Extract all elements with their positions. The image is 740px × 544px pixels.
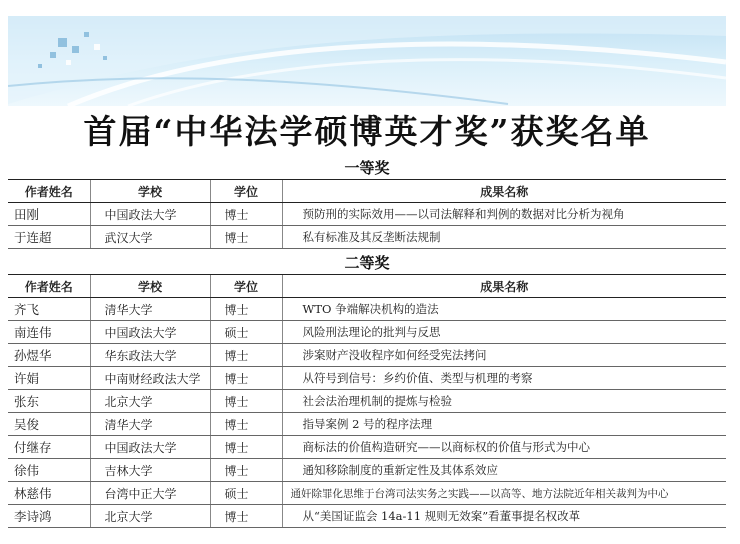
- author-name: 李诗鸿: [8, 505, 90, 528]
- school: 中国政法大学: [90, 203, 210, 226]
- degree: 博士: [210, 226, 282, 249]
- author-name: 田刚: [8, 203, 90, 226]
- decorative-swoosh-graphic: [8, 16, 726, 106]
- author-name: 吴俊: [8, 413, 90, 436]
- header-banner: [8, 16, 726, 106]
- author-name: 南连伟: [8, 321, 90, 344]
- column-header-degree: 学位: [210, 180, 282, 203]
- achievement-title: 商标法的价值构造研究——以商标权的价值与形式为中心: [282, 436, 726, 459]
- author-name: 徐伟: [8, 459, 90, 482]
- author-name: 于连超: [8, 226, 90, 249]
- achievement-title: 预防刑的实际效用——以司法解释和判例的数据对比分析为视角: [282, 203, 726, 226]
- second-prize-heading: 二等奖: [344, 254, 390, 272]
- degree: 博士: [210, 459, 282, 482]
- school: 吉林大学: [90, 459, 210, 482]
- author-name: 林慈伟: [8, 482, 90, 505]
- school: 中国政法大学: [90, 436, 210, 459]
- table-row: [8, 505, 726, 528]
- school: 清华大学: [90, 413, 210, 436]
- column-header-degree: 学位: [210, 275, 282, 298]
- achievement-title: 社会法治理机制的提炼与检验: [282, 390, 726, 413]
- table-row: [8, 344, 726, 367]
- achievement-title: 指导案例 2 号的程序法理: [282, 413, 726, 436]
- author-name: 付继存: [8, 436, 90, 459]
- achievement-title: 通奸除罪化思维于台湾司法实务之实践——以高等、地方法院近年相关裁判为中心: [282, 482, 726, 505]
- table-row: [8, 413, 726, 436]
- school: 北京大学: [90, 505, 210, 528]
- school: 台湾中正大学: [90, 482, 210, 505]
- school: 武汉大学: [90, 226, 210, 249]
- achievement-title: 私有标准及其反垄断法规制: [282, 226, 726, 249]
- column-header-title: 成果名称: [282, 180, 726, 203]
- table-row: [8, 321, 726, 344]
- degree: 博士: [210, 344, 282, 367]
- table-row: [8, 367, 726, 390]
- table-row: [8, 203, 726, 226]
- table-header-row: [8, 275, 726, 298]
- achievement-title: WTO 争端解决机构的造法: [282, 298, 726, 321]
- column-header-title: 成果名称: [282, 275, 726, 298]
- table-row: [8, 298, 726, 321]
- school: 中南财经政法大学: [90, 367, 210, 390]
- achievement-title: 从符号到信号：乡约价值、类型与机理的考察: [282, 367, 726, 390]
- first-prize-heading: 一等奖: [344, 159, 390, 177]
- first-prize-table: [8, 179, 726, 249]
- column-header-name: 作者姓名: [8, 180, 90, 203]
- column-header-name: 作者姓名: [8, 275, 90, 298]
- author-name: 孙煜华: [8, 344, 90, 367]
- degree: 博士: [210, 298, 282, 321]
- table-row: [8, 226, 726, 249]
- school: 华东政法大学: [90, 344, 210, 367]
- degree: 博士: [210, 436, 282, 459]
- second-prize-table: [8, 274, 726, 528]
- degree: 博士: [210, 367, 282, 390]
- school: 中国政法大学: [90, 321, 210, 344]
- author-name: 许娟: [8, 367, 90, 390]
- achievement-title: 从“美国证监会 14a-11 规则无效案”看董事提名权改革: [282, 505, 726, 528]
- degree: 博士: [210, 390, 282, 413]
- page-title: 首届“中华法学硕博英才奖”获奖名单: [83, 112, 651, 151]
- author-name: 张东: [8, 390, 90, 413]
- table-row: [8, 436, 726, 459]
- degree: 博士: [210, 413, 282, 436]
- achievement-title: 涉案财产没收程序如何经受宪法拷问: [282, 344, 726, 367]
- column-header-school: 学校: [90, 275, 210, 298]
- degree: 博士: [210, 505, 282, 528]
- degree: 硕士: [210, 321, 282, 344]
- author-name: 齐飞: [8, 298, 90, 321]
- school: 清华大学: [90, 298, 210, 321]
- column-header-school: 学校: [90, 180, 210, 203]
- table-row: [8, 459, 726, 482]
- achievement-title: 风险刑法理论的批判与反思: [282, 321, 726, 344]
- table-header-row: [8, 180, 726, 203]
- table-row: [8, 482, 726, 505]
- degree: 博士: [210, 203, 282, 226]
- school: 北京大学: [90, 390, 210, 413]
- table-row: [8, 390, 726, 413]
- degree: 硕士: [210, 482, 282, 505]
- achievement-title: 通知移除制度的重新定性及其体系效应: [282, 459, 726, 482]
